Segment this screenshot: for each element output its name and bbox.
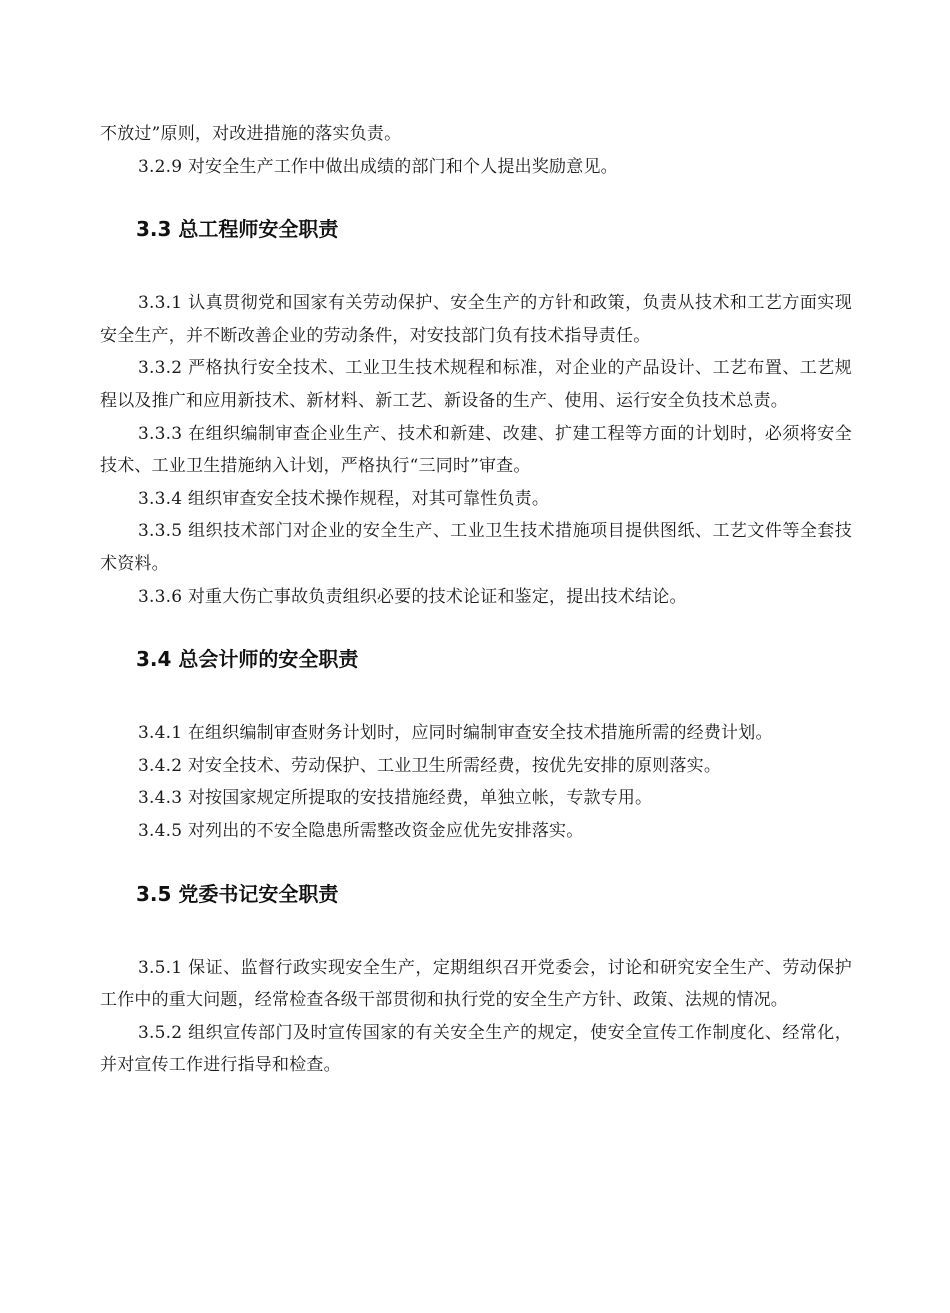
document-page (100, 118, 852, 1082)
clause-3-4-3: 3.4.3 对按国家规定所提取的安技措施经费，单独立帐，专款专用。 (138, 788, 653, 809)
clause-3-3-6: 3.3.6 对重大伤亡事故负责组织必要的技术论证和鉴定，提出技术结论。 (138, 586, 687, 607)
clause-3-4-1: 3.4.1 在组织编制审查财务计划时，应同时编制审查安全技术措施所需的经费计划。 (138, 723, 773, 744)
clause-3-3-5: 3.3.5 组织技术部门对企业的安全生产、工业卫生技术措施项目提供图纸、工艺文件等全套技术资料。 (100, 521, 852, 574)
clause-3-3-3: 3.3.3 在组织编制审查企业生产、技术和新建、改建、扩建工程等方面的计划时，必须将安全技术、工业卫生措施纳入计划，严格执行“三同时”审查。 (100, 423, 852, 477)
clause-3-4-5: 3.4.5 对列出的不安全隐患所需整改资金应优先安排落实。 (138, 820, 584, 841)
clause-3-4-2: 3.4.2 对安全技术、劳动保护、工业卫生所需经费，按优先安排的原则落实。 (138, 755, 722, 776)
section-heading-3-5: 3.5 党委书记安全职责 (136, 881, 339, 906)
continuation-paragraph: 不放过”原则，对改进措施的落实负责。 (100, 124, 402, 144)
clause-3-5-1: 3.5.1 保证、监督行政实现安全生产，定期组织召开党委会，讨论和研究安全生产、劳动保护工作中的重大问题，经常检查各级干部贯彻和执行党的安全生产方针、政策、法规的情况。 (100, 957, 852, 1011)
clause-3-5-2: 3.5.2 组织宣传部门及时宣传国家的有关安全生产的规定，使安全宣传工作制度化、经常化，并对宣传工作进行指导和检查。 (100, 1022, 852, 1076)
section-heading-3-4: 3.4 总会计师的安全职责 (136, 647, 359, 672)
clause-3-3-1: 3.3.1 认真贯彻党和国家有关劳动保护、安全生产的方针和政策，负责从技术和工艺方面实现安全生产，并不断改善企业的劳动条件，对安技部门负有技术指导责任。 (100, 293, 852, 346)
clause-3-2-9: 3.2.9 对安全生产工作中做出成绩的部门和个人提出奖励意见。 (138, 156, 618, 177)
section-heading-3-3: 3.3 总工程师安全职责 (136, 217, 339, 242)
clause-3-3-2: 3.3.2 严格执行安全技术、工业卫生技术规程和标准，对企业的产品设计、工艺布置、工艺规程以及推广和应用新技术、新材料、新工艺、新设备的生产、使用、运行安全负技术总责。 (100, 358, 852, 411)
clause-3-3-4: 3.3.4 组织审查安全技术操作规程，对其可靠性负责。 (138, 488, 550, 509)
